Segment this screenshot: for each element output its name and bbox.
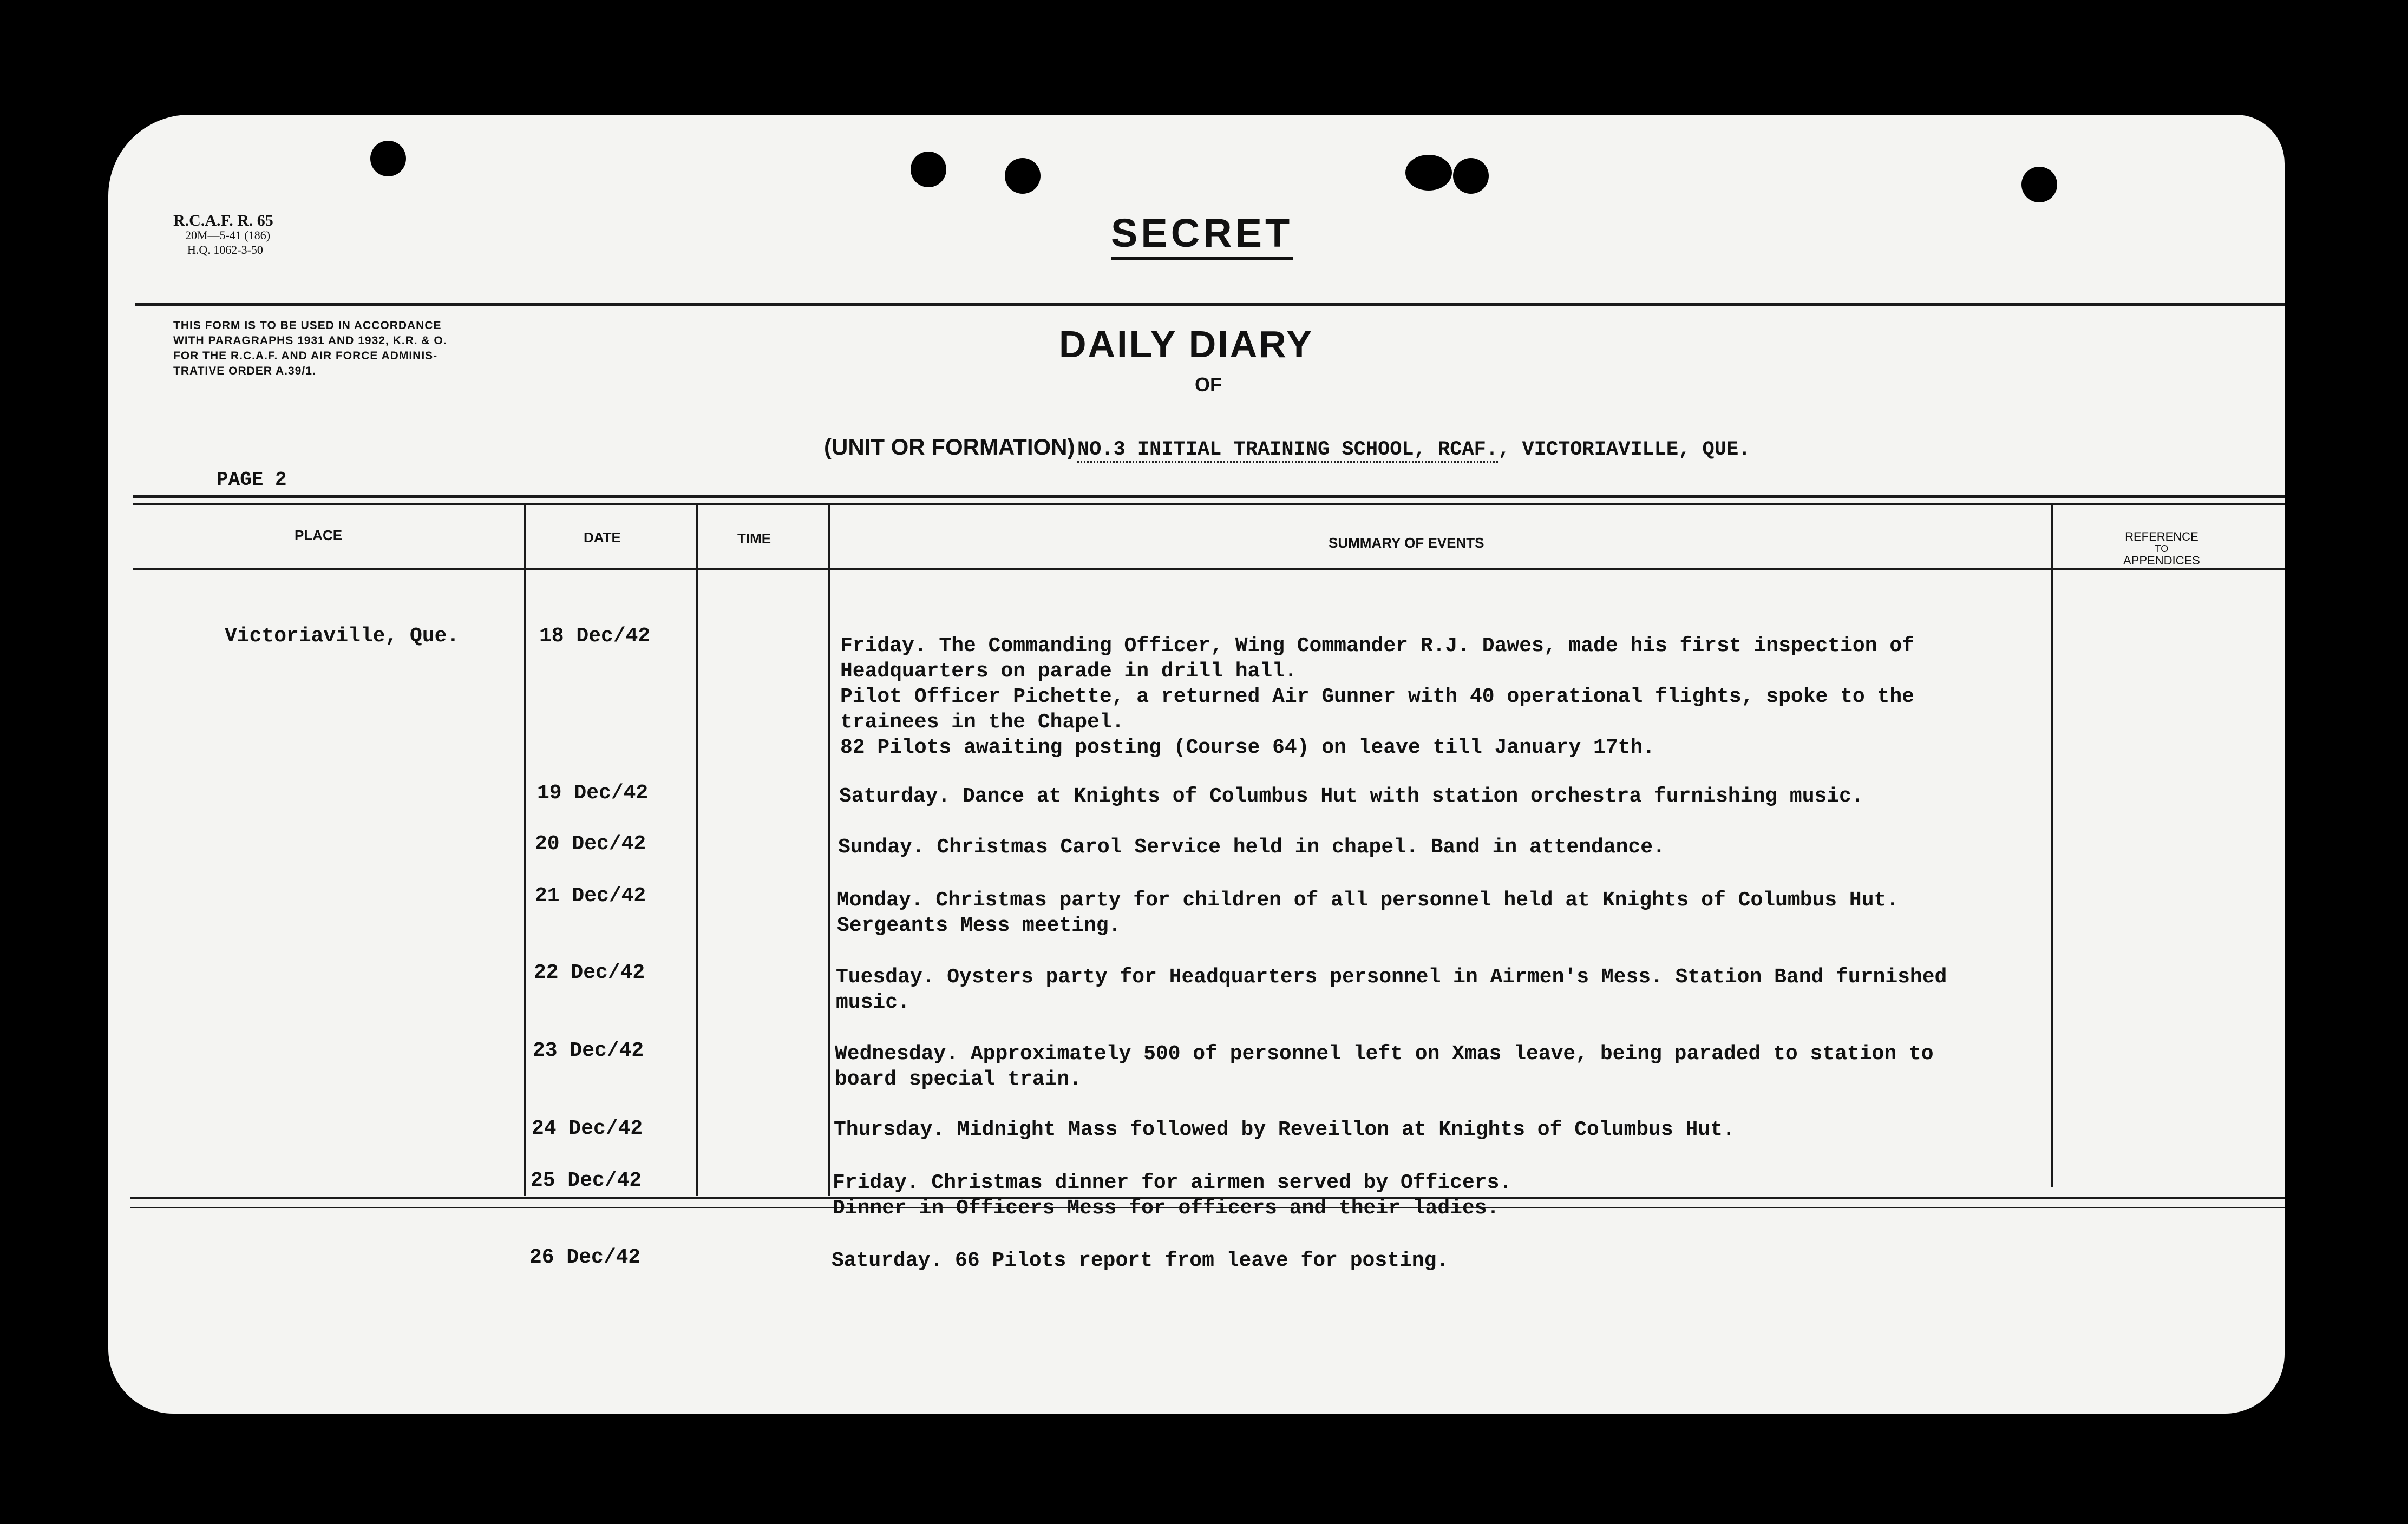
- page-number: PAGE 2: [217, 469, 287, 491]
- notice-line: WITH PARAGRAPHS 1931 AND 1932, K.R. & O.: [173, 334, 447, 347]
- summary-entry: [837, 888, 1899, 938]
- summary-line: 82 Pilots awaiting posting (Course 64) on leave till January 17th.: [840, 736, 1656, 759]
- summary-line: music.: [836, 991, 910, 1014]
- reference-header-line: REFERENCE: [2125, 530, 2198, 543]
- summary-line: Friday. The Commanding Officer, Wing Commander R.J. Dawes, made his first inspection of: [840, 634, 1914, 658]
- notice-line: TRATIVE ORDER A.39/1.: [173, 365, 316, 377]
- date-cell: 26 Dec/42: [529, 1246, 641, 1269]
- punch-hole: [1005, 158, 1041, 194]
- notice-line: FOR THE R.C.A.F. AND AIR FORCE ADMINIS-: [173, 350, 438, 362]
- column-divider: [2051, 503, 2053, 1187]
- form-number: R.C.A.F. R. 65: [173, 212, 273, 229]
- unit-value: NO.3 INITIAL TRAINING SCHOOL, RCAF.: [1077, 438, 1498, 463]
- notice-line: THIS FORM IS TO BE USED IN ACCORDANCE: [173, 319, 442, 332]
- date-cell: 19 Dec/42: [537, 781, 649, 805]
- summary-line: Saturday. Dance at Knights of Columbus Hut with station orchestra furnishing music.: [839, 785, 1864, 808]
- date-cell: 22 Dec/42: [534, 961, 645, 984]
- column-divider: [696, 503, 698, 1196]
- column-header-reference: [2123, 530, 2200, 567]
- form-title-of: OF: [1195, 373, 1222, 396]
- classification-stamp: SECRET: [1111, 210, 1293, 260]
- punch-hole: [2021, 167, 2057, 202]
- summary-entry: [834, 1117, 1735, 1142]
- column-divider: [828, 503, 830, 1196]
- summary-line: Sergeants Mess meeting.: [837, 914, 1121, 937]
- place-cell: Victoriaville, Que.: [225, 625, 460, 648]
- usage-notice: [173, 318, 447, 379]
- print-code: 20M—5-41 (186): [185, 228, 271, 242]
- punch-hole: [370, 141, 406, 176]
- summary-line: Headquarters on parade in drill hall.: [840, 660, 1297, 683]
- summary-line: Saturday. 66 Pilots report from leave for posting.: [832, 1249, 1449, 1272]
- summary-line: trainees in the Chapel.: [840, 711, 1124, 734]
- summary-line: board special train.: [835, 1068, 1082, 1091]
- column-header-time: TIME: [737, 530, 771, 547]
- summary-entry: [832, 1248, 1449, 1273]
- unit-location: , VICTORIAVILLE, QUE.: [1498, 438, 1751, 461]
- header-rule: [135, 303, 2285, 306]
- summary-entry: [839, 784, 1864, 809]
- summary-entry: [840, 633, 1914, 760]
- summary-line: Wednesday. Approximately 500 of personnel left on Xmas leave, being paraded to station to: [835, 1042, 1934, 1066]
- column-header-date: DATE: [584, 529, 621, 546]
- hq-reference: H.Q. 1062-3-50: [187, 243, 263, 257]
- summary-entry: [838, 835, 1665, 860]
- table-top-rule-2: [133, 503, 2285, 505]
- summary-line: Tuesday. Oysters party for Headquarters personnel in Airmen's Mess. Station Band furnished: [836, 965, 1947, 989]
- date-cell: 18 Dec/42: [539, 625, 651, 648]
- summary-line: Pilot Officer Pichette, a returned Air Gunner with 40 operational flights, spoke to the: [840, 685, 1914, 708]
- summary-entry: [835, 1041, 1934, 1092]
- diary-form-sheet: [108, 115, 2285, 1414]
- column-header-summary: SUMMARY OF EVENTS: [1329, 535, 1484, 551]
- form-title: DAILY DIARY: [1059, 323, 1313, 365]
- unit-label: (UNIT OR FORMATION): [824, 434, 1075, 459]
- summary-line: Friday. Christmas dinner for airmen served by Officers.: [833, 1171, 1512, 1194]
- punch-hole: [911, 152, 946, 187]
- date-cell: 20 Dec/42: [535, 832, 646, 856]
- summary-line: Dinner in Officers Mess for officers and their ladies.: [833, 1197, 1500, 1220]
- punch-hole: [1453, 158, 1489, 194]
- summary-entry: [833, 1170, 1511, 1221]
- column-header-rule: [133, 568, 2285, 570]
- table-top-rule: [133, 495, 2285, 498]
- reference-header-line: APPENDICES: [2123, 554, 2200, 567]
- summary-line: Monday. Christmas party for children of all personnel held at Knights of Columbus Hut.: [837, 889, 1899, 912]
- summary-line: Thursday. Midnight Mass followed by Reveillon at Knights of Columbus Hut.: [834, 1118, 1735, 1141]
- date-cell: 24 Dec/42: [532, 1117, 643, 1140]
- unit-line: [824, 434, 1750, 461]
- date-cell: 25 Dec/42: [531, 1169, 642, 1192]
- column-header-place: PLACE: [295, 527, 343, 543]
- date-cell: 23 Dec/42: [533, 1039, 644, 1062]
- reference-header-line: TO: [2155, 543, 2169, 554]
- summary-line: Sunday. Christmas Carol Service held in chapel. Band in attendance.: [838, 836, 1665, 859]
- column-divider: [524, 503, 526, 1196]
- date-cell: 21 Dec/42: [535, 884, 646, 908]
- summary-entry: [836, 964, 1947, 1015]
- punch-hole: [1405, 155, 1452, 190]
- form-number-block: [173, 213, 273, 257]
